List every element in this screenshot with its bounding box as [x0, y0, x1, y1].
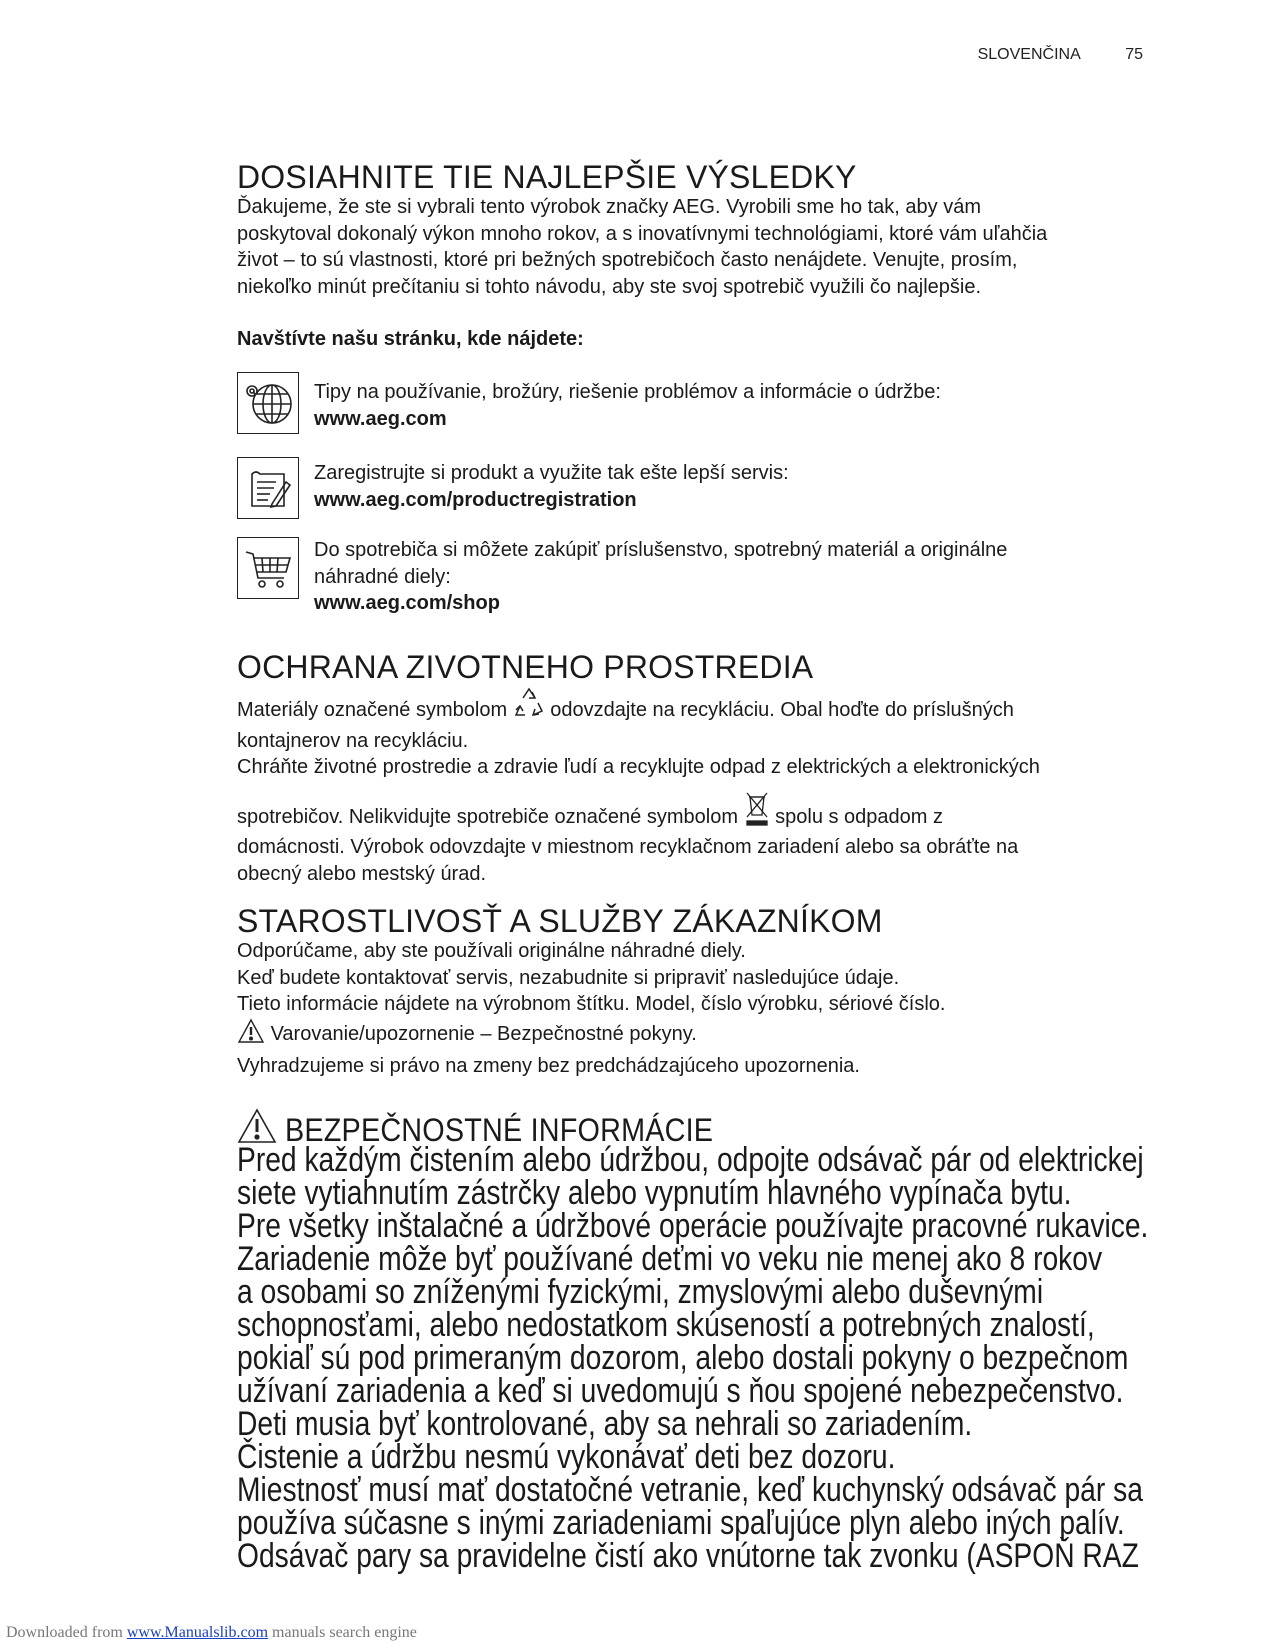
environment-line: obecný alebo mestský úrad.: [237, 862, 487, 885]
section-title-safety: BEZPEČNOSTNÉ INFORMÁCIE: [285, 1112, 714, 1148]
footer-prefix: Downloaded from: [6, 1624, 123, 1641]
page-header: [978, 46, 1143, 64]
manualslib-link[interactable]: www.Manualslib.com: [126, 1624, 269, 1641]
safety-line: užívaní zariadenia a keď si uvedomujú s ňou spojené nebezpečenstvo.: [237, 1372, 1124, 1410]
info-text: Zaregistrujte si produkt a využite tak ešte lepší servis:: [314, 462, 789, 484]
safety-line: Zariadenie môže byť používané deťmi vo veku nie menej ako 8 rokov: [237, 1240, 1103, 1278]
info-text: Do spotrebiča si môžete zakúpiť príslušenstvo, spotrebný materiál a originálne: [314, 539, 1008, 561]
environment-text: spotrebičov. Nelikvidujte spotrebiče označené symbolom: [237, 805, 738, 828]
customer-care-paragraph: [237, 938, 1157, 1079]
safety-line: Pre všetky inštalačné a údržbové operácie používajte pracovné rukavice.: [237, 1207, 1149, 1245]
link-aeg[interactable]: www.aeg.com: [314, 407, 447, 430]
info-item-support: [237, 372, 941, 434]
download-footer: [6, 1624, 417, 1642]
safety-line: Odsávač pary sa pravidelne čistí ako vnútorne tak zvonku (ASPOŇ RAZ: [237, 1537, 1139, 1575]
safety-line: Miestnosť musí mať dostatočné vetranie, keď kuchynský odsávač pár sa: [237, 1471, 1143, 1509]
globe-at-icon: [237, 372, 299, 434]
info-item-registration: [237, 457, 789, 519]
environment-text: spolu s odpadom z: [775, 805, 944, 828]
care-line: Keď budete kontaktovať servis, nezabudnite si pripraviť nasledujúce údaje.: [237, 966, 900, 989]
safety-line: siete vytiahnutím zástrčky alebo vypnutím hlavného vypínača bytu.: [237, 1174, 1072, 1212]
link-product-registration[interactable]: www.aeg.com/productregistration: [314, 488, 637, 511]
intro-paragraph: [237, 194, 1157, 300]
shopping-cart-icon: [237, 537, 299, 599]
care-text: Varovanie/upozornenie – Bezpečnostné pokyny.: [270, 1022, 697, 1045]
safety-line: Čistenie a údržbu nesmú vykonávať deti bez dozoru.: [237, 1438, 896, 1476]
section-title-environment: OCHRANA ZIVOTNEHO PROSTREDIA: [237, 649, 814, 685]
environment-text: Materiály označené symbolom: [237, 699, 508, 721]
intro-line: Ďakujeme, že ste si vybrali tento výrobok značky AEG. Vyrobili sme ho tak, aby vám: [237, 196, 982, 218]
safety-line: Deti musia byť kontrolované, aby sa nehrali so zariadením.: [237, 1405, 973, 1443]
info-text: náhradné diely:: [314, 565, 451, 588]
care-line: Tieto informácie nájdete na výrobnom štítku. Model, číslo výrobku, sériové číslo.: [237, 993, 946, 1015]
intro-line: život – to sú vlastnosti, ktoré pri bežných spotrebičoch často nenájdete. Venujte, prosím,: [237, 249, 1018, 271]
info-text: Tipy na používanie, brožúry, riešenie problémov a informácie o údržbe:: [314, 381, 941, 403]
registration-icon: [237, 457, 299, 519]
safety-line: používa súčasne s inými zariadeniami spaľujúce plyn alebo iných palív.: [237, 1504, 1125, 1542]
environment-line: [237, 686, 1157, 728]
info-item-shop: [237, 537, 1007, 617]
safety-line: Pred každým čistením alebo údržbou, odpojte odsávač pár od elektrickej: [237, 1141, 1144, 1179]
intro-line: poskytoval dokonalý výkon mnoho rokov, a s inovatívnymi technológiami, ktoré vám uľahčia: [237, 222, 1048, 245]
footer-suffix: manuals search engine: [272, 1624, 417, 1641]
environment-line: Chráňte životné prostredie a zdravie ľudí a recyklujte odpad z elektrických a elektronických: [237, 756, 1040, 778]
environment-line: kontajnerov na recykláciu.: [237, 729, 469, 752]
safety-line: schopnosťami, alebo nedostatkom skúseností a potrebných znalostí,: [237, 1306, 1095, 1344]
safety-line: pokiaľ sú pod primeraným dozorom, alebo dostali pokyny o bezpečnom: [237, 1339, 1129, 1377]
care-line: Vyhradzujeme si právo na zmeny bez predchádzajúceho upozornenia.: [237, 1054, 860, 1077]
care-line: Odporúčame, aby ste používali originálne náhradné diely.: [237, 940, 746, 962]
link-shop[interactable]: www.aeg.com/shop: [314, 592, 500, 614]
care-warning-line: [237, 1018, 1157, 1053]
warning-icon: [237, 1018, 265, 1053]
recycle-icon: [513, 686, 545, 728]
environment-line: [237, 791, 1157, 835]
intro-line: niekoľko minút prečítaniu si tohto návodu, aby ste svoj spotrebič využili čo najlepšie.: [237, 275, 982, 298]
environment-paragraph: [237, 686, 1157, 887]
section-title-customer-care: STAROSTLIVOSŤ A SLUŽBY ZÁKAZNÍKOM: [237, 903, 883, 939]
page-number: 75: [1125, 46, 1143, 63]
language-label: SLOVENČINA: [977, 46, 1081, 63]
visit-title: Navštívte našu stránku, kde nájdete:: [237, 328, 584, 350]
environment-line: domácnosti. Výrobok odovzdajte v miestnom recyklačnom zariadení alebo sa obráťte na: [237, 836, 1019, 858]
safety-line: a osobami so zníženými fyzickými, zmyslovými alebo duševnými: [237, 1273, 1044, 1311]
environment-text: odovzdajte na recykláciu. Obal hoďte do príslušných: [550, 699, 1014, 721]
section-title-results: DOSIAHNITE TIE NAJLEPŠIE VÝSLEDKY: [237, 159, 857, 195]
crossed-bin-icon: [744, 791, 770, 835]
safety-paragraph: [237, 1141, 1149, 1575]
